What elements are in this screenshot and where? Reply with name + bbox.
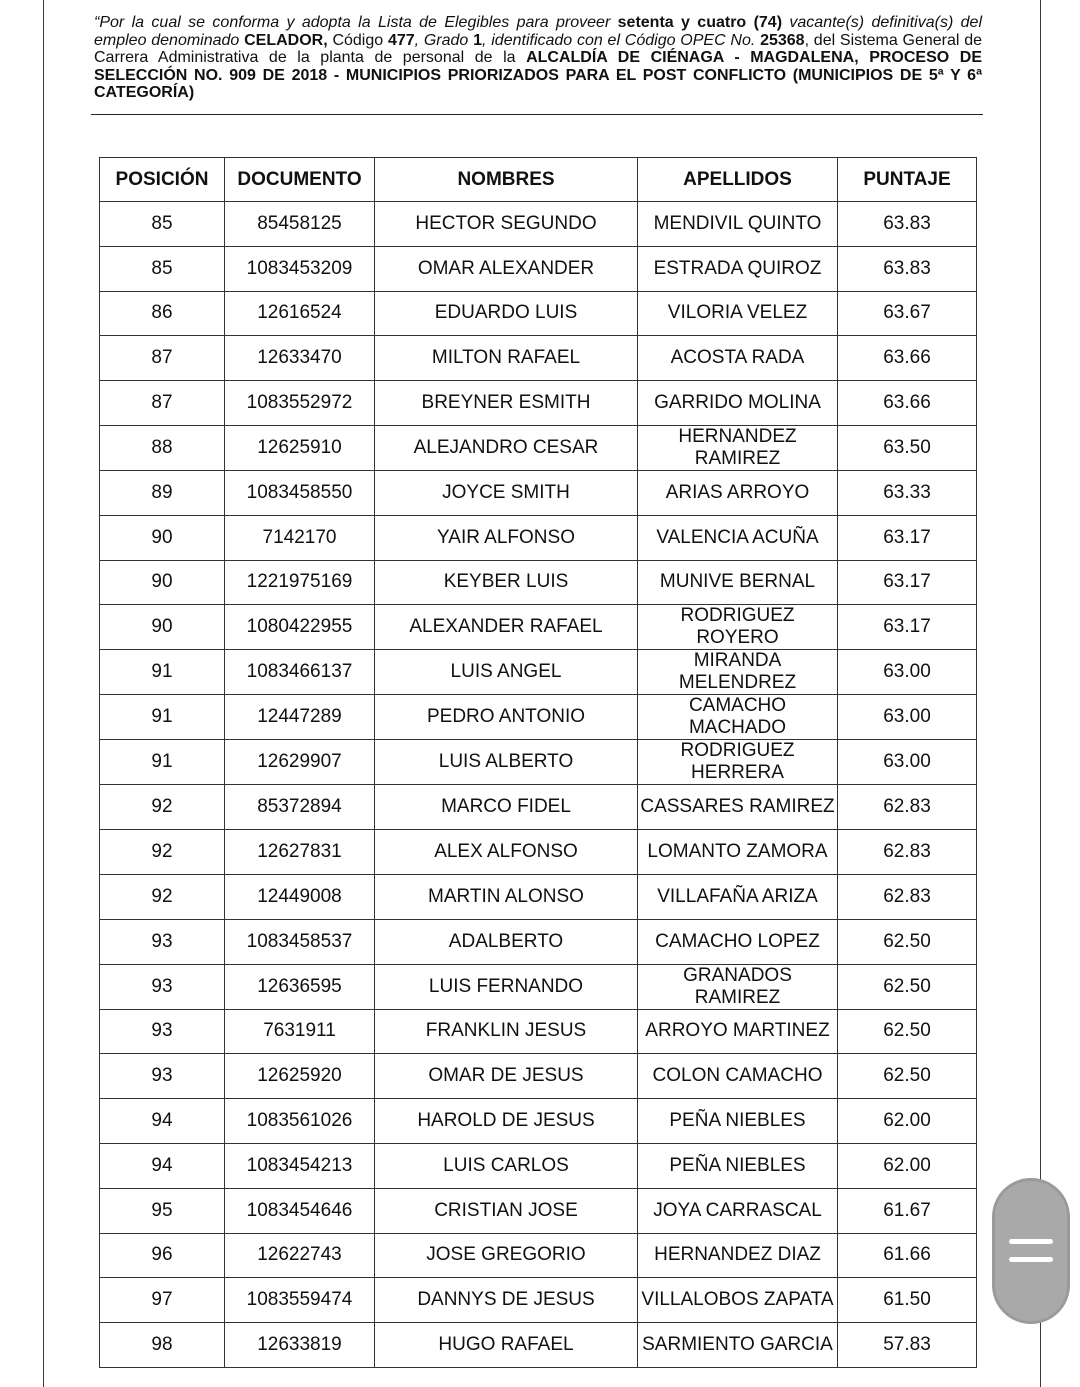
table-row: [100, 1188, 977, 1233]
header-part-6: , del Sistema General de Carrera Administrativa de la planta de personal de la: [94, 31, 983, 66]
cell-apellidos: GARRIDO MOLINA: [638, 381, 838, 426]
cell-nombres: HUGO RAFAEL: [375, 1323, 638, 1368]
page-left-edge: [43, 0, 44, 1387]
table-row: [100, 1233, 977, 1278]
table-row: [100, 785, 977, 830]
cell-nombres: ALEJANDRO CESAR: [375, 425, 638, 470]
cell-posicion: 92: [100, 874, 225, 919]
cell-documento: 12633819: [225, 1323, 375, 1368]
cell-apellidos: ARROYO MARTINEZ: [638, 1009, 838, 1054]
cell-puntaje: 63.50: [838, 425, 977, 470]
cell-posicion: 93: [100, 919, 225, 964]
cell-apellidos: LOMANTO ZAMORA: [638, 830, 838, 875]
col-header-apellidos: APELLIDOS: [638, 158, 838, 202]
col-header-nombres: NOMBRES: [375, 158, 638, 202]
cell-posicion: 89: [100, 470, 225, 515]
table-row: [100, 1323, 977, 1368]
table-header-row: [100, 158, 977, 202]
document-header: [94, 14, 982, 102]
cell-posicion: 96: [100, 1233, 225, 1278]
cell-puntaje: 57.83: [838, 1323, 977, 1368]
table-row: [100, 246, 977, 291]
cell-posicion: 93: [100, 964, 225, 1009]
cell-documento: 1083458537: [225, 919, 375, 964]
cell-puntaje: 63.33: [838, 470, 977, 515]
cell-documento: 12636595: [225, 964, 375, 1009]
cell-posicion: 90: [100, 560, 225, 605]
cell-nombres: JOSE GREGORIO: [375, 1233, 638, 1278]
table-row: [100, 964, 977, 1009]
cell-nombres: OMAR ALEXANDER: [375, 246, 638, 291]
cell-documento: 1083454213: [225, 1143, 375, 1188]
header-part-1: Por la cual se conforma y adopta la Lista de Elegibles para proveer: [99, 14, 618, 31]
cell-nombres: FRANKLIN JESUS: [375, 1009, 638, 1054]
drag-handle-icon: [1009, 1239, 1053, 1244]
cell-nombres: DANNYS DE JESUS: [375, 1278, 638, 1323]
cell-apellidos: VILLALOBOS ZAPATA: [638, 1278, 838, 1323]
cell-apellidos: GRANADOS RAMIREZ: [638, 964, 838, 1009]
cell-documento: 12633470: [225, 336, 375, 381]
table-row: [100, 425, 977, 470]
cell-apellidos: MUNIVE BERNAL: [638, 560, 838, 605]
cell-documento: 12449008: [225, 874, 375, 919]
cell-nombres: LUIS ANGEL: [375, 650, 638, 695]
cell-documento: 12625920: [225, 1054, 375, 1099]
table-row: [100, 470, 977, 515]
cell-posicion: 91: [100, 650, 225, 695]
cell-posicion: 88: [100, 425, 225, 470]
cell-puntaje: 62.83: [838, 785, 977, 830]
cell-documento: 1221975169: [225, 560, 375, 605]
eligibles-table: [99, 157, 977, 1368]
cell-nombres: ALEX ALFONSO: [375, 830, 638, 875]
cell-puntaje: 63.66: [838, 336, 977, 381]
cell-nombres: PEDRO ANTONIO: [375, 695, 638, 740]
table-row: [100, 1143, 977, 1188]
cell-documento: 1083453209: [225, 246, 375, 291]
table-row: [100, 1278, 977, 1323]
cell-documento: 1083458550: [225, 470, 375, 515]
cell-apellidos: RODRIGUEZ ROYERO: [638, 605, 838, 650]
cell-apellidos: CAMACHO LOPEZ: [638, 919, 838, 964]
cell-nombres: KEYBER LUIS: [375, 560, 638, 605]
cell-puntaje: 63.00: [838, 650, 977, 695]
cell-apellidos: VALENCIA ACUÑA: [638, 515, 838, 560]
header-part-3: Código: [327, 31, 388, 49]
cell-documento: 7142170: [225, 515, 375, 560]
cell-posicion: 86: [100, 291, 225, 336]
cell-posicion: 87: [100, 381, 225, 426]
cell-nombres: ADALBERTO: [375, 919, 638, 964]
cell-apellidos: PEÑA NIEBLES: [638, 1143, 838, 1188]
cell-posicion: 91: [100, 740, 225, 785]
cell-nombres: ALEXANDER RAFAEL: [375, 605, 638, 650]
cell-nombres: CRISTIAN JOSE: [375, 1188, 638, 1233]
cell-posicion: 91: [100, 695, 225, 740]
scroll-handle[interactable]: [992, 1178, 1070, 1324]
cell-puntaje: 62.50: [838, 1054, 977, 1099]
cell-posicion: 90: [100, 605, 225, 650]
cell-documento: 1083552972: [225, 381, 375, 426]
cell-apellidos: ACOSTA RADA: [638, 336, 838, 381]
cell-apellidos: JOYA CARRASCAL: [638, 1188, 838, 1233]
cell-nombres: HAROLD DE JESUS: [375, 1099, 638, 1144]
cell-apellidos: MENDIVIL QUINTO: [638, 202, 838, 247]
cell-posicion: 94: [100, 1099, 225, 1144]
cell-apellidos: VILORIA VELEZ: [638, 291, 838, 336]
cell-nombres: JOYCE SMITH: [375, 470, 638, 515]
table-row: [100, 830, 977, 875]
cell-posicion: 85: [100, 246, 225, 291]
table-row: [100, 650, 977, 695]
cell-apellidos: VILLAFAÑA ARIZA: [638, 874, 838, 919]
cell-documento: 12622743: [225, 1233, 375, 1278]
cell-documento: 85458125: [225, 202, 375, 247]
cell-posicion: 97: [100, 1278, 225, 1323]
cell-posicion: 93: [100, 1009, 225, 1054]
cell-nombres: LUIS ALBERTO: [375, 740, 638, 785]
table-row: [100, 1054, 977, 1099]
cell-puntaje: 62.00: [838, 1099, 977, 1144]
cell-puntaje: 63.17: [838, 605, 977, 650]
cell-documento: 12447289: [225, 695, 375, 740]
cell-nombres: BREYNER ESMITH: [375, 381, 638, 426]
table-row: [100, 695, 977, 740]
cell-puntaje: 61.66: [838, 1233, 977, 1278]
header-part-2: vacante(s) definitiva(s) del empleo denominado: [94, 14, 982, 49]
table-row: [100, 874, 977, 919]
header-part-5: , identificado con el Código OPEC No.: [482, 31, 761, 49]
table-row: [100, 515, 977, 560]
cell-apellidos: HERNANDEZ DIAZ: [638, 1233, 838, 1278]
cell-documento: 7631911: [225, 1009, 375, 1054]
cell-puntaje: 63.00: [838, 695, 977, 740]
cell-nombres: EDUARDO LUIS: [375, 291, 638, 336]
header-code: 477: [387, 31, 415, 49]
cell-nombres: MARCO FIDEL: [375, 785, 638, 830]
cell-documento: 1083466137: [225, 650, 375, 695]
cell-nombres: LUIS CARLOS: [375, 1143, 638, 1188]
cell-puntaje: 62.00: [838, 1143, 977, 1188]
table-row: [100, 202, 977, 247]
table-row: [100, 1099, 977, 1144]
cell-documento: 12625910: [225, 425, 375, 470]
table-row: [100, 381, 977, 426]
table-row: [100, 336, 977, 381]
header-text: [94, 14, 982, 101]
col-header-documento: DOCUMENTO: [225, 158, 375, 202]
cell-puntaje: 61.50: [838, 1278, 977, 1323]
cell-apellidos: COLON CAMACHO: [638, 1054, 838, 1099]
cell-nombres: YAIR ALFONSO: [375, 515, 638, 560]
header-job-name: CELADOR,: [244, 31, 328, 49]
cell-puntaje: 63.83: [838, 246, 977, 291]
table-row: [100, 919, 977, 964]
header-vacancies: setenta y cuatro (74): [617, 14, 783, 31]
col-header-posicion: POSICIÓN: [100, 158, 225, 202]
cell-apellidos: SARMIENTO GARCIA: [638, 1323, 838, 1368]
cell-puntaje: 62.83: [838, 830, 977, 875]
table-body: [100, 202, 977, 1368]
cell-documento: 12629907: [225, 740, 375, 785]
cell-puntaje: 62.50: [838, 919, 977, 964]
cell-nombres: HECTOR SEGUNDO: [375, 202, 638, 247]
cell-puntaje: 63.83: [838, 202, 977, 247]
cell-puntaje: 63.17: [838, 560, 977, 605]
cell-documento: 12616524: [225, 291, 375, 336]
table-row: [100, 605, 977, 650]
cell-posicion: 98: [100, 1323, 225, 1368]
cell-documento: 1083454646: [225, 1188, 375, 1233]
cell-documento: 1083561026: [225, 1099, 375, 1144]
cell-apellidos: MIRANDA MELENDREZ: [638, 650, 838, 695]
cell-apellidos: RODRIGUEZ HERRERA: [638, 740, 838, 785]
table-row: [100, 291, 977, 336]
cell-nombres: OMAR DE JESUS: [375, 1054, 638, 1099]
header-underline: [91, 114, 983, 115]
cell-apellidos: ARIAS ARROYO: [638, 470, 838, 515]
header-grade: 1: [473, 31, 483, 49]
cell-documento: 12627831: [225, 830, 375, 875]
cell-puntaje: 62.83: [838, 874, 977, 919]
col-header-puntaje: PUNTAJE: [838, 158, 977, 202]
cell-nombres: MILTON RAFAEL: [375, 336, 638, 381]
cell-puntaje: 61.67: [838, 1188, 977, 1233]
cell-puntaje: 63.17: [838, 515, 977, 560]
table-row: [100, 560, 977, 605]
header-opec: 25368: [760, 31, 805, 49]
header-part-4: , Grado: [414, 31, 474, 49]
cell-posicion: 92: [100, 785, 225, 830]
table-row: [100, 740, 977, 785]
cell-posicion: 94: [100, 1143, 225, 1188]
cell-puntaje: 63.67: [838, 291, 977, 336]
cell-apellidos: HERNANDEZ RAMIREZ: [638, 425, 838, 470]
drag-handle-icon-line: [1009, 1257, 1053, 1262]
cell-puntaje: 62.50: [838, 1009, 977, 1054]
header-open-quote: “: [94, 14, 100, 31]
cell-apellidos: PEÑA NIEBLES: [638, 1099, 838, 1144]
cell-documento: 1080422955: [225, 605, 375, 650]
cell-nombres: LUIS FERNANDO: [375, 964, 638, 1009]
cell-posicion: 85: [100, 202, 225, 247]
cell-posicion: 90: [100, 515, 225, 560]
header-entity: ALCALDÍA DE CIÉNAGA - MAGDALENA, PROCESO DE SELECCIÓN NO. 909 DE 2018 - MUNICIPIOS PRIORIZADOS PARA EL POST CONFLICTO (MUNICIPIOS DE 5ª Y 6ª CATEGORÍA): [94, 49, 982, 101]
cell-apellidos: CASSARES RAMIREZ: [638, 785, 838, 830]
cell-posicion: 92: [100, 830, 225, 875]
cell-puntaje: 63.00: [838, 740, 977, 785]
cell-apellidos: ESTRADA QUIROZ: [638, 246, 838, 291]
cell-posicion: 87: [100, 336, 225, 381]
cell-documento: 85372894: [225, 785, 375, 830]
cell-posicion: 93: [100, 1054, 225, 1099]
cell-posicion: 95: [100, 1188, 225, 1233]
cell-nombres: MARTIN ALONSO: [375, 874, 638, 919]
table-row: [100, 1009, 977, 1054]
cell-apellidos: CAMACHO MACHADO: [638, 695, 838, 740]
cell-documento: 1083559474: [225, 1278, 375, 1323]
cell-puntaje: 63.66: [838, 381, 977, 426]
cell-puntaje: 62.50: [838, 964, 977, 1009]
